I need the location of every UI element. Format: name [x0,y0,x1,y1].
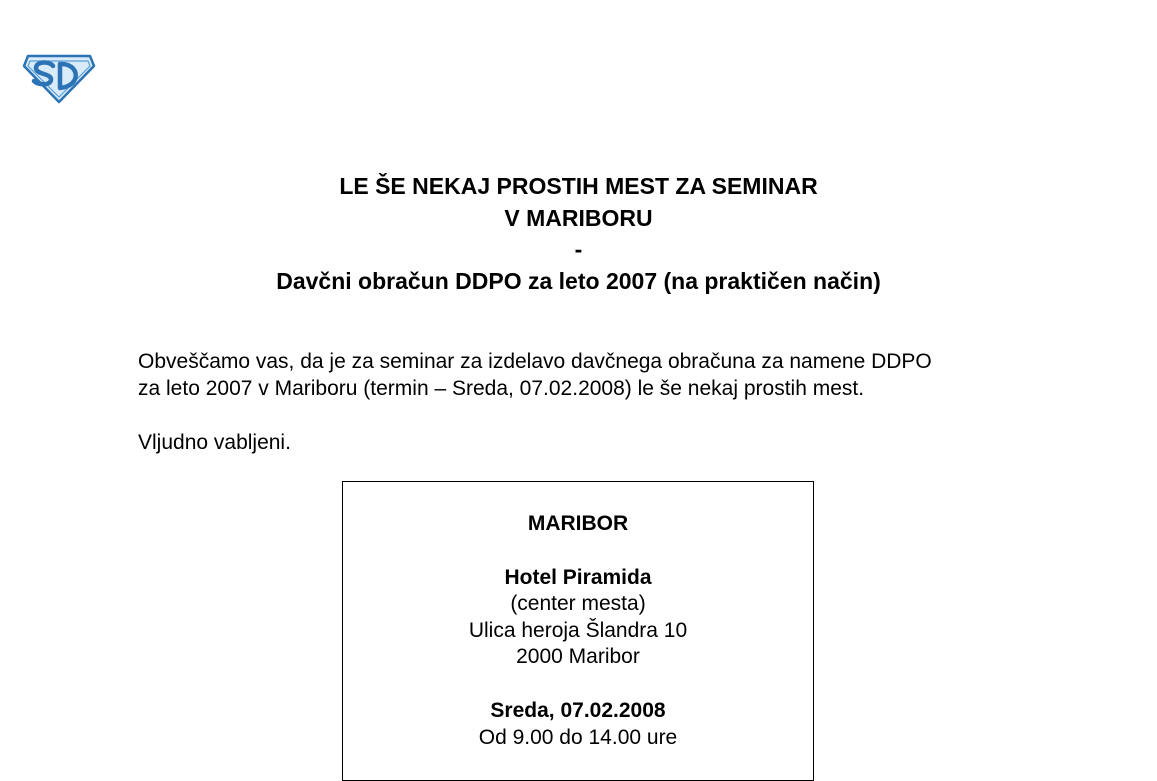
venue-name: Hotel Piramida [504,565,652,589]
title-separator: - [574,236,583,262]
event-time: Od 9.00 do 14.00 ure [478,725,678,749]
event-details-box [342,481,814,781]
venue-postal: 2000 Maribor [516,645,640,669]
event-date: Sreda, 07.02.2008 [490,698,666,722]
event-city: MARIBOR [527,512,629,535]
seminar-title: Davčni obračun DDPO za leto 2007 (na praktičen način) [276,267,881,294]
venue-street: Ulica heroja Šlandra 10 [468,618,688,642]
announcement-title [0,171,1157,297]
paragraph-line-2: za leto 2007 v Mariboru (termin – Sreda, 07.02.2008) le še nekaj prostih mest. [138,377,865,400]
title-line-2: V MARIBORU [504,204,653,231]
paragraph-line-1: Obveščamo vas, da je za seminar za izdelavo davčnega obračuna za namene DDPO [138,350,932,373]
company-logo-icon [22,48,96,104]
venue-note: (center mesta) [510,592,646,616]
closing-text: Vljudno vabljeni. [138,431,291,454]
announcement-paragraph [138,348,1058,402]
title-line-1: LE ŠE NEKAJ PROSTIH MEST ZA SEMINAR [339,173,818,199]
